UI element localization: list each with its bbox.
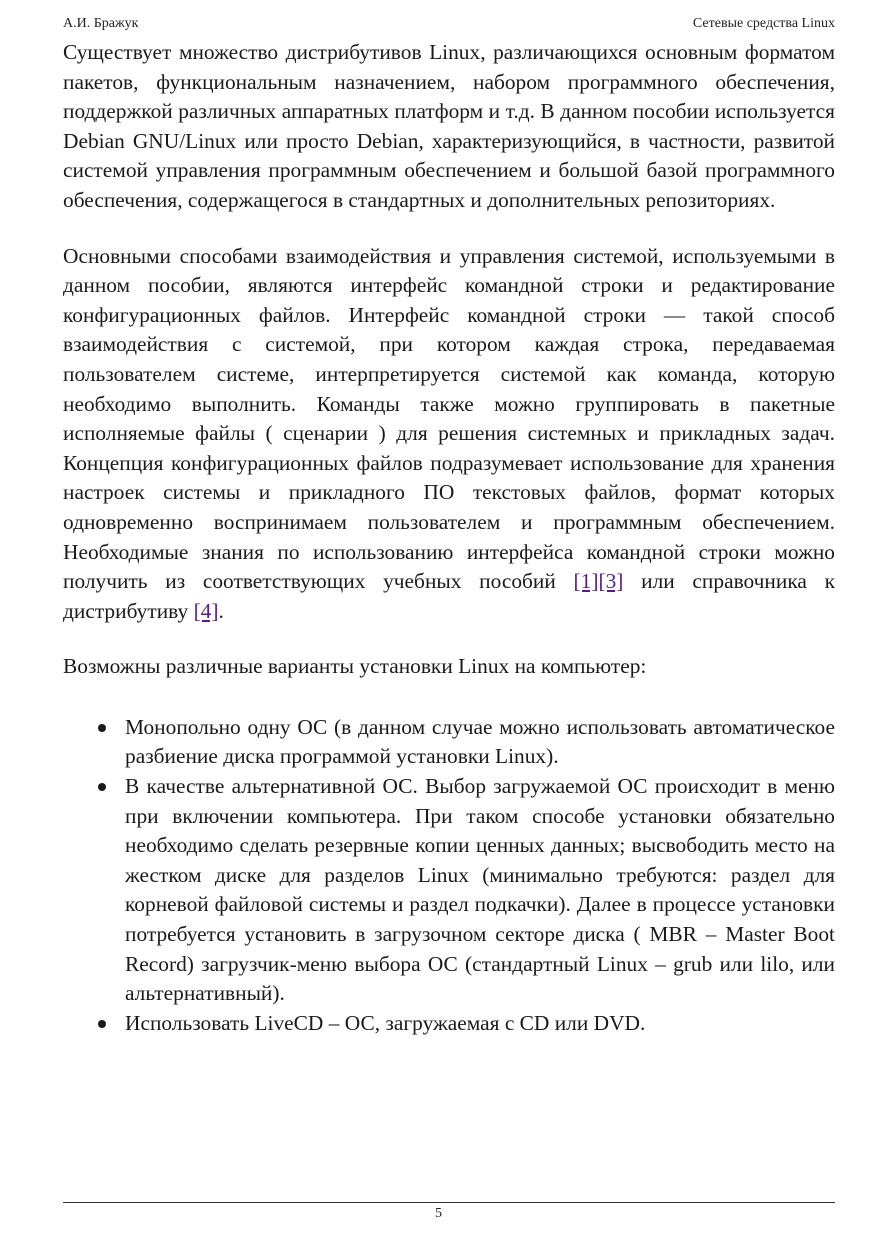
paragraph-interaction-methods xyxy=(63,242,835,627)
header-title: Сетевые средства Linux xyxy=(692,16,835,31)
page-header xyxy=(63,16,835,36)
list-item-text: Использовать LiveCD – ОС, загружаемая с CD или DVD. xyxy=(125,1010,646,1035)
page-body xyxy=(63,38,835,1038)
list-item xyxy=(63,772,835,1009)
reference-link-4[interactable]: [4] xyxy=(193,598,219,623)
paragraph-text-mid: или справочника к дистрибутиву xyxy=(63,569,835,623)
header-author: А.И. Бражук xyxy=(63,16,139,31)
paragraph-text-end: . xyxy=(218,598,224,623)
paragraph-install-variants: Возможны различные варианты установки Linux на компьютер: xyxy=(63,654,647,679)
list-item-text: В качестве альтернативной ОС. Выбор загружаемой ОС происходит в меню при включении компьютера. При таком способе установки обязательно необходимо сделать резервные копии ценных данных; высвободить место на жестком диске для разделов Linux (минимально требуются: раздел для корневой файловой системы и раздел подкачки). Далее в процессе установки потребуется установить в загрузочном секторе диска ( MBR – Master Boot Record) загрузчик-меню выбора ОС (стандартный Linux – grub или lilo, или альтернативный). xyxy=(125,774,835,1006)
paragraph-distributions: Существует множество дистрибутивов Linux, различающихся основным форматом пакетов, функциональным назначением, набором программного обеспечения, поддержкой различных аппаратных платформ и т.д. В данном пособии используется Debian GNU/Linux или просто Debian, характеризующийся, в частности, развитой системой управления программным обеспечением и большой базой программного обеспечения, содержащегося в стандартных и дополнительных репозиториях. xyxy=(63,40,835,212)
list-item xyxy=(63,713,835,772)
list-item xyxy=(63,1009,835,1039)
page-number: 5 xyxy=(435,1206,442,1221)
bullet-icon xyxy=(98,783,106,791)
list-item-text: Монопольно одну ОС (в данном случае можно использовать автоматическое разбиение диска программой установки Linux). xyxy=(125,714,835,769)
install-options-list xyxy=(63,713,835,1039)
footer-divider xyxy=(63,1202,835,1203)
reference-link-3[interactable]: [3] xyxy=(598,569,624,594)
paragraph-text: Основными способами взаимодействия и управления системой, используемыми в данном пособии, являются интерфейс командной строки и редактирование конфигурационных файлов. Интерфейс командной строки — такой способ взаимодействия с системой, при котором каждая строка, передаваемая пользователем системе, интерпретируется системой как команда, которую необходимо выполнить. Команды также можно группировать в пакетные исполняемые файлы ( сценарии ) для решения системных и прикладных задач. Концепция конфигурационных файлов подразумевает использование для хранения настроек системы и прикладного ПО текстовых файлов, формат которых одновременно воспринимаем пользователем и программным обеспечением. Необходимые знания по использованию интерфейса командной строки можно получить из соответствующих учебных пособий xyxy=(63,243,835,594)
bullet-icon xyxy=(98,1020,106,1028)
bullet-icon xyxy=(98,724,106,732)
reference-link-1[interactable]: [1] xyxy=(573,569,599,594)
